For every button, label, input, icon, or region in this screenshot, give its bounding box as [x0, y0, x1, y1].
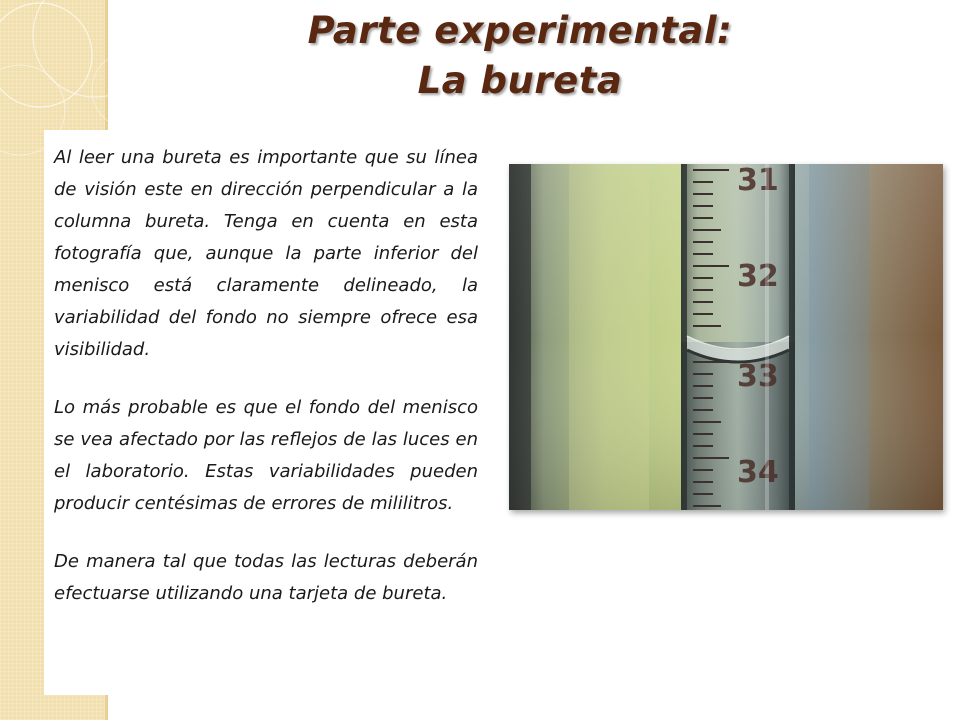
paragraph-3: De manera tal que todas las lecturas deberán efectuarse utilizando una tarjeta de bureta.: [54, 551, 478, 604]
scale-label-33: 33: [737, 359, 779, 394]
scale-label-31: 31: [737, 164, 779, 198]
paragraph-2: Lo más probable es que el fondo del menisco se vea afectado por las reflejos de las luces en el laboratorio. Estas variabilidades pueden producir centésimas de errores de mililitros.: [54, 397, 478, 514]
body-text: [54, 142, 478, 636]
burette-illustration: [509, 164, 943, 510]
scale-label-34: 34: [737, 455, 779, 490]
title-line-1: Parte experimental:: [307, 9, 733, 52]
paragraph-1: Al leer una bureta es importante que su línea de visión este en dirección perpendicular a la columna bureta. Tenga en cuenta en esta fotografía que, aunque la parte inferior del menisco está claramente delineado, la variabilidad del fondo no siempre ofrece esa visibilidad.: [54, 147, 478, 360]
slide-title: [170, 6, 870, 106]
burette-photo: [509, 164, 943, 510]
scale-label-32: 32: [737, 259, 779, 294]
title-line-2: La bureta: [417, 59, 623, 102]
